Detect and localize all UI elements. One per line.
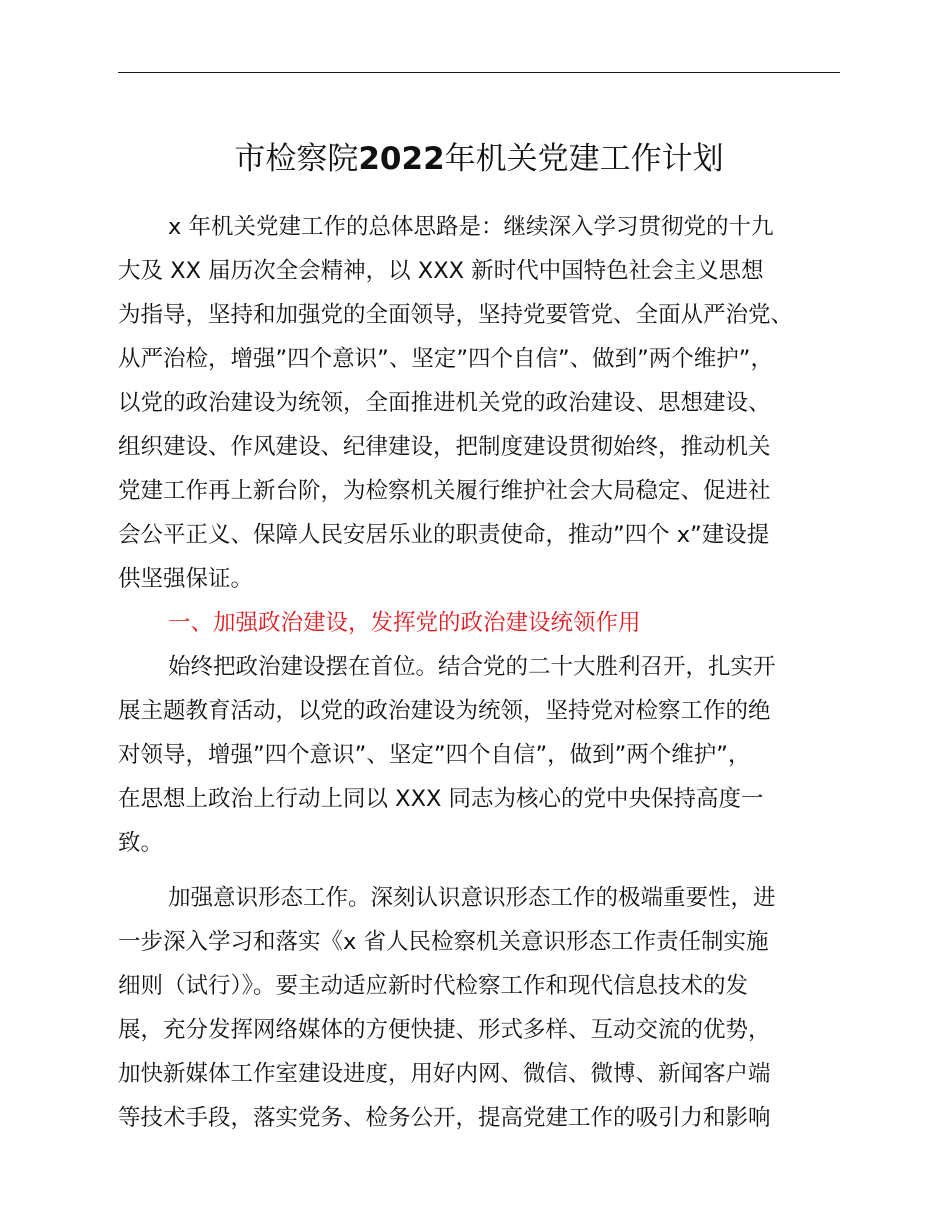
title-prefix: 市检察院 [234, 141, 359, 177]
title-year: 2022 [358, 141, 445, 177]
paragraph-line: 致。 [118, 830, 164, 856]
paragraph-line: 细则（试行）》。要主动适应新时代检察工作和现代信息技术的发 [118, 973, 749, 999]
document-body [118, 205, 840, 1140]
paragraph-line: 在思想上政治上行动上同以 XXX 同志为核心的党中央保持高度一 [118, 786, 764, 812]
paragraph-line: 始终把政治建设摆在首位。结合党的二十大胜利召开，扎实开 [168, 654, 776, 680]
document-title [118, 136, 840, 182]
paragraph-line: x 年机关党建工作的总体思路是：继续深入学习贯彻党的十九 [168, 214, 774, 240]
paragraph-line: 会公平正义、保障人民安居乐业的职责使命，推动”四个 x”建设提 [118, 522, 770, 548]
paragraph-line: 以党的政治建设为统领，全面推进机关党的政治建设、思想建设、 [118, 390, 771, 416]
paragraph-line: 组织建设、作风建设、纪律建设，把制度建设贯彻始终，推动机关 [118, 434, 771, 460]
paragraph-line: 从严治检，增强”四个意识”、坚定”四个自信”、做到”两个维护”， [118, 346, 773, 372]
paragraph-line: 等技术手段，落实党务、检务公开，提高党建工作的吸引力和影响 [118, 1105, 771, 1131]
section-heading-political-building: 一、加强政治建设，发挥党的政治建设统领作用 [168, 610, 641, 636]
paragraph-political-priority [118, 645, 840, 865]
paragraph-line: 供坚强保证。 [118, 566, 254, 592]
paragraph-line: 加快新媒体工作室建设进度，用好内网、微信、微博、新闻客户端 [118, 1061, 771, 1087]
paragraph-line: 大及 XX 届历次全会精神，以 XXX 新时代中国特色社会主义思想 [118, 258, 764, 284]
title-suffix: 年机关党建工作计划 [444, 141, 724, 177]
paragraph-line: 展，充分发挥网络媒体的方便快捷、形式多样、互动交流的优势， [118, 1017, 771, 1043]
paragraph-line: 一步深入学习和落实《x 省人民检察机关意识形态工作责任制实施 [118, 929, 769, 955]
paragraph-line: 对领导，增强”四个意识”、坚定”四个自信”，做到”两个维护”， [118, 742, 751, 768]
header-rule [118, 72, 840, 73]
paragraph-ideology-work [118, 876, 840, 1140]
paragraph-line: 加强意识形态工作。深刻认识意识形态工作的极端重要性，进 [168, 885, 776, 911]
paragraph-spacer [118, 865, 840, 876]
paragraph-overall-approach [118, 205, 840, 601]
paragraph-line: 为指导，坚持和加强党的全面领导，坚持党要管党、全面从严治党、 [118, 302, 794, 328]
paragraph-line: 党建工作再上新台阶，为检察机关履行维护社会大局稳定、促进社 [118, 478, 771, 504]
paragraph-line: 展主题教育活动，以党的政治建设为统领，坚持党对检察工作的绝 [118, 698, 771, 724]
